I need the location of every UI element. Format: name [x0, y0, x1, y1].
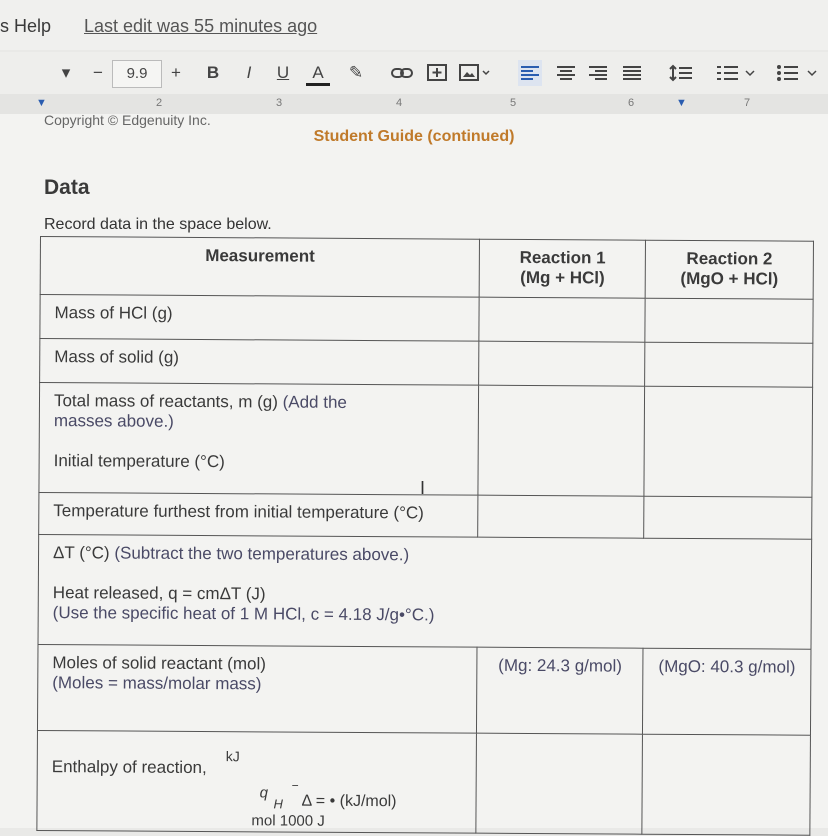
reaction2-cell[interactable]	[644, 496, 812, 539]
reaction2-cell[interactable]	[642, 734, 810, 835]
font-size-input[interactable]: 9.9	[112, 60, 162, 88]
section-heading: Data	[44, 176, 90, 199]
table-header-row	[40, 237, 813, 300]
ruler-mark: 6	[628, 97, 635, 109]
reaction1-cell[interactable]	[479, 297, 645, 342]
align-left-button[interactable]	[518, 60, 542, 86]
reaction2-cell[interactable]	[644, 386, 813, 497]
guide-title: Student Guide (continued)	[313, 128, 515, 145]
data-table	[36, 236, 814, 836]
formula-q: q	[259, 784, 268, 802]
table-row	[38, 534, 812, 649]
underline-button[interactable]: U	[276, 63, 290, 82]
formula-denominator: mol 1000 J	[251, 812, 325, 830]
italic-button[interactable]: I	[246, 63, 252, 82]
reaction2-cell[interactable]	[645, 298, 813, 343]
ruler-mark: 4	[396, 97, 403, 109]
text-color-button[interactable]: A	[306, 60, 330, 86]
text-cursor-icon: I	[420, 478, 426, 498]
table-row	[40, 339, 813, 388]
ruler-mark: 2	[156, 97, 163, 109]
reaction1-cell[interactable]	[478, 495, 644, 538]
enthalpy-unit: kJ	[225, 748, 240, 765]
ruler-mark: 7	[744, 97, 751, 109]
menu-bar	[0, 0, 828, 50]
measurement-header: Measurement	[40, 237, 480, 298]
align-center-button[interactable]	[554, 60, 578, 86]
mg-molar-mass[interactable]: (Mg: 24.3 g/mol)	[477, 647, 643, 734]
table-row	[40, 295, 813, 344]
table-row	[37, 644, 811, 735]
row-label: Mass of solid (g)	[40, 339, 480, 386]
row-label: Moles of solid reactant (mol) (Moles = mass/molar mass)	[37, 644, 477, 733]
line-spacing-icon[interactable]	[668, 60, 694, 86]
table-row	[39, 383, 813, 498]
reaction2-header: Reaction 2 (MgO + HCl)	[645, 240, 813, 299]
insert-image-icon[interactable]	[458, 60, 492, 86]
ruler-mark: 5	[510, 97, 517, 109]
formula-delta: Δ = • (kJ/mol)	[301, 792, 397, 811]
increase-font-size-button[interactable]: +	[171, 63, 181, 82]
instructions-text: Record data in the space below.	[44, 216, 272, 233]
enthalpy-label: Enthalpy of reaction,	[51, 757, 207, 778]
row-label: Mass of HCl (g)	[40, 295, 480, 342]
left-indent-marker-icon[interactable]: ▼	[36, 97, 47, 109]
justify-button[interactable]	[620, 60, 644, 86]
row-label: Total mass of reactants, m (g) (Add the masses above.) Initial temperature (°C)	[39, 383, 479, 496]
ruler-mark: 3	[276, 97, 283, 109]
mgo-molar-mass[interactable]: (MgO: 40.3 g/mol)	[643, 648, 811, 735]
link-icon[interactable]	[390, 60, 414, 86]
ruler[interactable]	[0, 94, 828, 114]
reaction1-cell[interactable]	[478, 385, 645, 496]
right-indent-marker-icon[interactable]: ▼	[676, 97, 687, 109]
formatting-toolbar	[0, 52, 828, 94]
table-row	[39, 492, 812, 539]
highlight-pen-icon[interactable]: ✎	[348, 63, 364, 82]
formula-h: H	[273, 796, 283, 812]
formula-bar: −	[291, 778, 299, 793]
align-right-button[interactable]	[586, 60, 610, 86]
reaction2-cell[interactable]	[645, 342, 813, 387]
numbered-list-icon[interactable]	[714, 60, 758, 86]
reaction1-cell[interactable]	[476, 733, 642, 834]
reaction1-header: Reaction 1 (Mg + HCl)	[479, 239, 645, 298]
document-page[interactable]	[0, 114, 828, 828]
row-label: Temperature furthest from initial temperature (°C)	[39, 492, 479, 537]
decrease-font-size-button[interactable]: −	[93, 63, 103, 82]
add-comment-icon[interactable]	[426, 60, 448, 86]
bulleted-list-icon[interactable]	[774, 60, 822, 86]
bold-button[interactable]: B	[206, 63, 220, 82]
help-menu[interactable]: s Help	[0, 16, 52, 36]
reaction1-cell[interactable]	[479, 341, 645, 386]
row-label	[37, 730, 477, 833]
table-row	[37, 730, 811, 835]
copyright-text: Copyright © Edgenuity Inc.	[44, 112, 211, 128]
row-label: ΔT (°C) (Subtract the two temperatures above.) Heat released, q = cmΔT (J) (Use the specific heat of 1 M HCl, c = 4.18 J/g•°C.)	[38, 534, 812, 649]
dropdown-caret-icon[interactable]: ▾	[61, 63, 71, 82]
last-edit-link[interactable]: Last edit was 55 minutes ago	[84, 16, 318, 36]
